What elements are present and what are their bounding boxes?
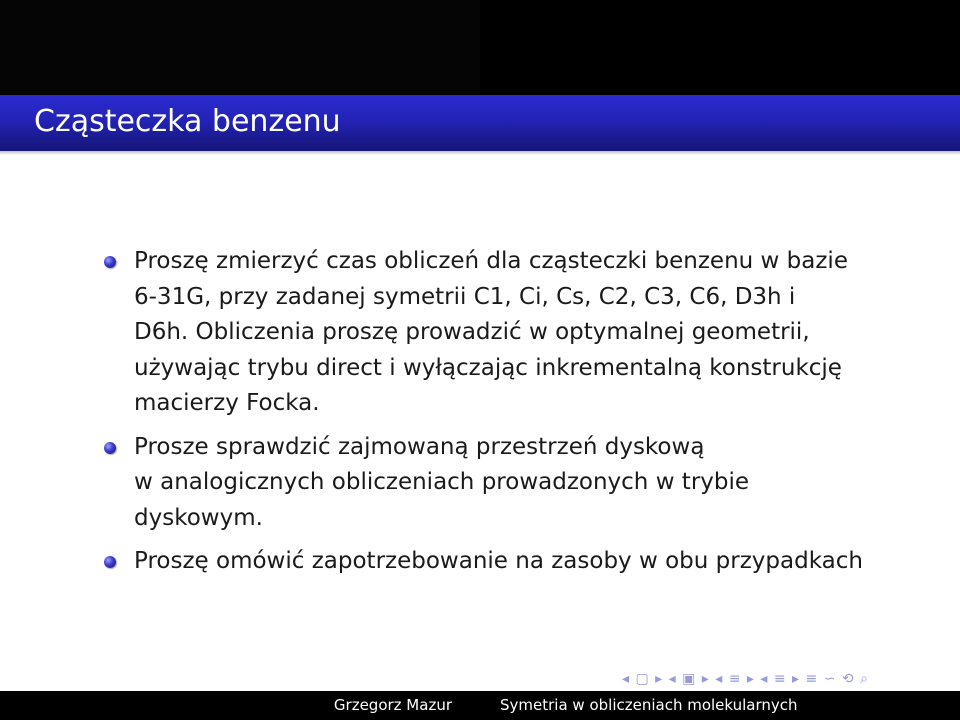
bullet-text: Prosze sprawdzić zajmowaną przestrzeń dyskową w analogicznych obliczeniach prowadzonych w trybie dyskowym. [134, 433, 750, 531]
top-bar-left-panel [0, 0, 480, 95]
slide-content [104, 244, 904, 588]
bullet-text: Proszę zmierzyć czas obliczeń dla cząsteczki benzenu w bazie 6-31G, przy zadanej symetrii C1, Ci, Cs, C2, C3, C6, D3h i D6h. Obliczenia proszę prowadzić w optymalnej geometrii, używając trybu direct i wyłączając inkrementalną konstrukcję macierzy Focka. [134, 248, 848, 416]
footer-author: Grzegorz Mazur [333, 696, 452, 714]
list-item [104, 244, 904, 422]
top-navigation-bar [0, 0, 960, 95]
bullet-text: Proszę omówić zapotrzebowanie na zasoby w obu przypadkach [134, 548, 863, 574]
bullet-ball-icon [104, 556, 116, 568]
list-item [104, 544, 904, 580]
footer-title: Symetria w obliczeniach molekularnych [500, 696, 798, 714]
footer-author-panel [0, 691, 480, 720]
bullet-ball-icon [104, 442, 116, 454]
list-item [104, 430, 904, 537]
bullet-ball-icon [104, 256, 116, 268]
frame-title-bar [0, 95, 960, 151]
top-bar-right-panel [480, 0, 960, 95]
frame-title: Cząsteczka benzenu [34, 104, 341, 139]
beamer-navigation-icons[interactable]: ◂ ▢ ▸ ◂ ▣ ▸ ◂ ≡ ▸ ◂ ≡ ▸ ≡ ∽ ⟲ ⌕ [622, 671, 869, 687]
footer-bar [0, 691, 960, 720]
